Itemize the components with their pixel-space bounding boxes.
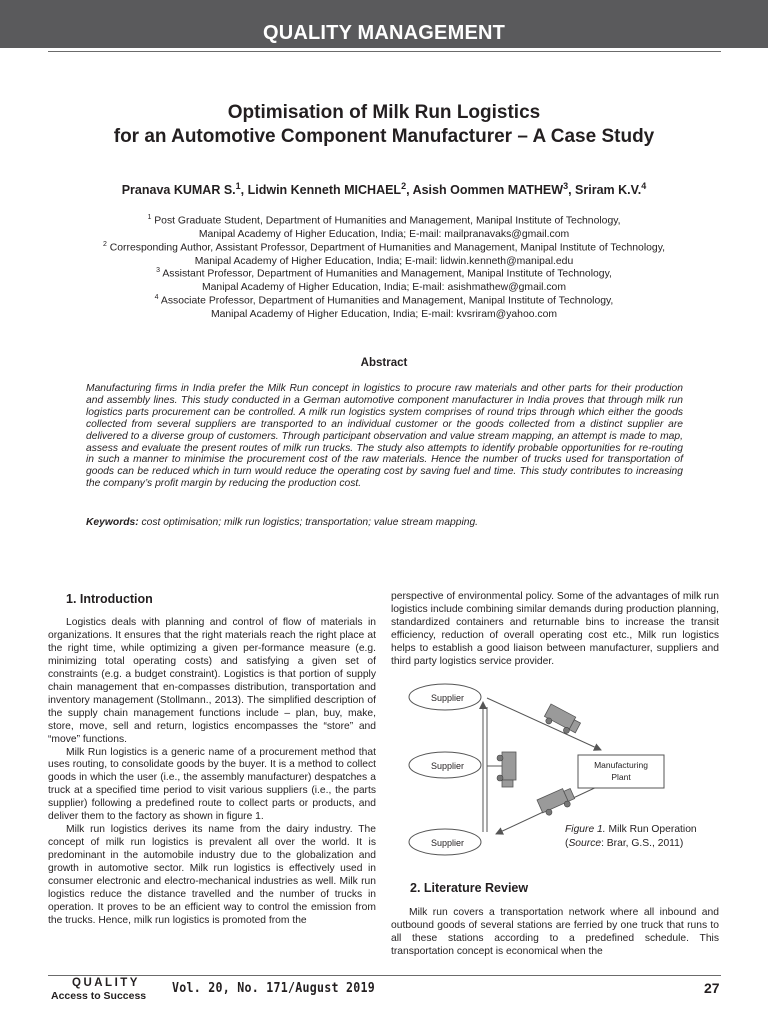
author-sup: 3 <box>563 181 569 191</box>
section-title: QUALITY MANAGEMENT <box>262 22 506 44</box>
author-sep: , <box>240 183 248 198</box>
affiliation-line: Associate Professor, Department of Humanities and Management, Manipal Institute of Technology, <box>160 295 614 307</box>
left-column <box>48 617 376 928</box>
supplier-label: Supplier <box>431 838 465 848</box>
paragraph: Milk run covers a transportation network where all inbound and outbound goods of several stations are ferried by one truck that runs to all these stations according to a predefined schedule. This transportation concept is economical when the <box>391 907 719 957</box>
affiliation-line: Manipal Academy of Higher Education, India; E-mail: lidwin.kenneth@manipal.edu <box>194 255 574 267</box>
figure-label: Figure 1. <box>565 824 606 835</box>
abstract-body: Manufacturing firms in India prefer the Milk Run concept in logistics to procure raw materials and other parts for their production and assembly lines. This study conducted in a German automotive component manufacturer in India proves that through milk run logistics parts procurement can be controlled. A milk run logistics system comprises of round trips through which either the goods collected from several suppliers are transported to an individual customer or the goods collected from a distinct supplier are delivered to a diverse group of customers. Through participant observation and value stream mapping, an attempt is made to map, assess and evaluate the present routes of milk run trucks. The study also attempts to identify probable opportunities for re-routing in such a manner to minimise the procurement cost of the raw materials. Hence the number of trucks used for transportation of goods can be reduced which in turn would reduce the operating cost by saving fuel and time. This study contributes to increasing the company’s profit margin by reducing the production cost. <box>86 383 683 490</box>
author: Lidwin Kenneth MICHAEL <box>247 183 402 198</box>
author-sep: , <box>406 183 413 198</box>
supplier-label: Supplier <box>431 761 465 771</box>
affiliation-number: 3 <box>156 267 161 274</box>
journal-logo-tagline: Access to Success <box>51 990 147 1002</box>
source-label: Source <box>568 838 602 849</box>
affiliation-1 <box>40 211 728 241</box>
supplier-label: Supplier <box>431 693 465 703</box>
author-sup: 4 <box>641 181 647 191</box>
affiliation-4 <box>40 291 728 321</box>
figure-title: Milk Run Operation <box>608 824 697 835</box>
plant-label-line-2: Plant <box>611 772 631 782</box>
source-text: : Brar, G.S., 2011) <box>601 838 684 849</box>
figure-caption <box>565 823 735 851</box>
paragraph: Milk run logistics derives its name from the dairy industry. The concept of milk run logistics is prevalent all over the world. It is predominant in the automobile industry due to the globalization and growth in automotive sector. Milk run logistics is effectively used in consumer electronic and electro-mechanical industries as well. Milk run logistics reduce the distance travelled and the number of trucks in operation. It proves to be an efficient way to control the emission from the trucks. Hence, milk run logistics is promoted from the <box>48 824 376 926</box>
page-number: 27 <box>704 980 720 996</box>
right-column-bottom <box>391 907 719 959</box>
paragraph: Logistics deals with planning and control of flow of materials in organizations. It ensures that the right materials reach the right place at the right time, while optimizing a given per-formance measure (e.g. minimizing total operating costs) and satisfying a given set of constraints (e.g. a budget constraint). Logistics is that portion of supply chain management that en-compasses distribution, transportation and inventory management (Stollmann., 2013). The simplified description of the supply chain management functions include – plan, buy, make, store, move, sell and return, logistics encompasses the “store” and “move” functions. <box>48 617 376 745</box>
keywords-label: Keywords: <box>86 517 139 528</box>
author-sup: 2 <box>401 181 407 191</box>
header-rule <box>48 51 721 52</box>
affiliation-number: 1 <box>147 214 152 221</box>
author: Sriram K.V. <box>575 183 642 198</box>
truck-icon <box>497 752 516 787</box>
affiliation-number: 4 <box>154 294 159 301</box>
affiliation-number: 2 <box>102 241 107 248</box>
affiliation-3 <box>40 264 728 294</box>
affiliation-line: Assistant Professor, Department of Humanities and Management, Manipal Institute of Technology, <box>162 268 612 280</box>
truck-icon <box>537 786 577 818</box>
author-sup: 1 <box>235 181 241 191</box>
right-column-top <box>391 591 719 669</box>
source-open: ( <box>565 838 569 849</box>
literature-review-heading: 2. Literature Review <box>410 881 529 895</box>
keywords-text: cost optimisation; milk run logistics; transportation; value stream mapping. <box>141 517 479 528</box>
author-list <box>40 181 728 197</box>
author-sep: , <box>568 183 576 198</box>
author: Pranava KUMAR S. <box>121 183 236 198</box>
abstract-heading: Abstract <box>360 357 408 369</box>
affiliation-line: Manipal Academy of Higher Education, India; E-mail: kvsriram@yahoo.com <box>210 308 558 320</box>
affiliation-line: Post Graduate Student, Department of Humanities and Management, Manipal Institute of Technology, <box>154 215 621 227</box>
keywords <box>86 517 683 528</box>
route-line-upper <box>487 698 601 750</box>
introduction-heading: 1. Introduction <box>66 592 153 606</box>
affiliation-line: Manipal Academy of Higher Education, India; E-mail: asishmathew@gmail.com <box>202 281 566 293</box>
paragraph: perspective of environmental policy. Some of the advantages of milk run logistics include combining similar demands during production planning, standardized containers and returnable bins to increase the transit efficiency, reduction of overall operating cost etc., Milk run logistics helps to establish a good liaison between manufacturer, suppliers and third party logistics service provider. <box>391 591 719 667</box>
author: Asish Oommen MATHEW <box>412 183 564 198</box>
journal-logo-title: QUALITY <box>72 977 140 989</box>
paper-title-line-2: for an Automotive Component Manufacturer – A Case Study <box>113 126 655 147</box>
paragraph: Milk Run logistics is a generic name of a procurement method that uses routing, to consolidate goods by the buyer. It is a method to collect goods in which the user (i.e., the assembly manufacturer) despatches a truck at a specified time period to visit various suppliers (i.e., the parts supplier) following a predefined route to collect parts or products, and deliver them to the factory as shown in figure 1. <box>48 746 376 823</box>
issue-info: Vol. 20, No. 171/August 2019 <box>172 980 375 996</box>
affiliation-line: Corresponding Author, Assistant Professor, Department of Humanities and Management, Manipal Institute of Technology, <box>109 242 666 254</box>
footer-rule <box>48 975 721 976</box>
paper-title-line-1: Optimisation of Milk Run Logistics <box>227 102 541 123</box>
plant-label-line-1: Manufacturing <box>594 760 648 770</box>
affiliation-line: Manipal Academy of Higher Education, India; E-mail: mailpranavaks@gmail.com <box>198 228 570 240</box>
